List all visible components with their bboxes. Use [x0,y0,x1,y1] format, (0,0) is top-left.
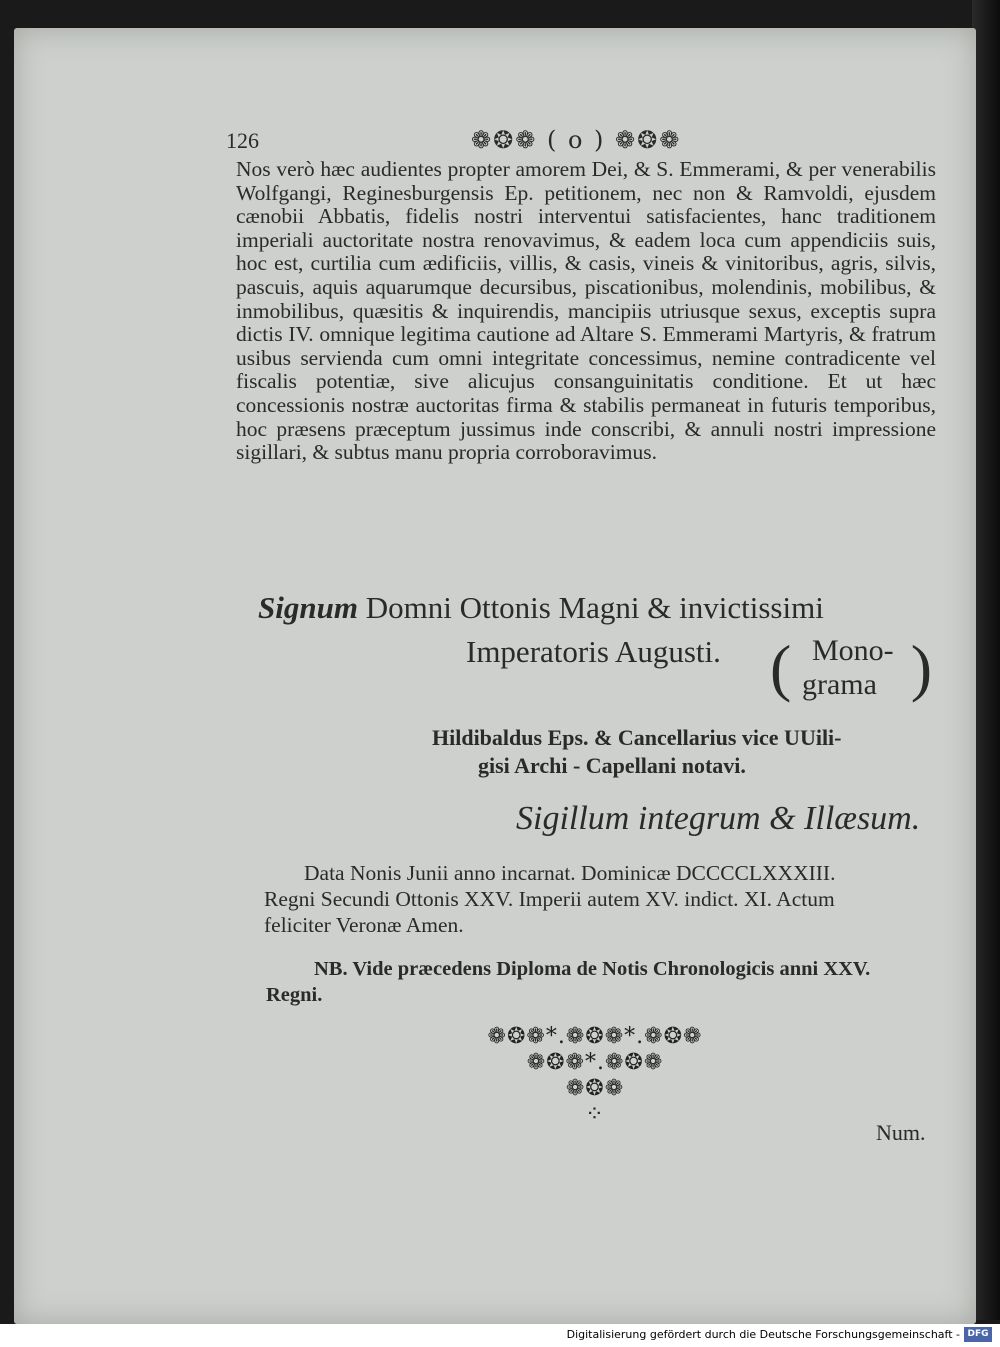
ornament-row-4: ⁘ [585,1102,605,1127]
dfg-logo-icon: DFG [964,1327,992,1342]
chancellor-attestation [432,724,938,780]
signum-word: Signum [258,590,358,625]
ornament-row-2: ❁❂❁*.❁❂❁ [526,1050,664,1075]
dating-line-3: feliciter Veronæ Amen. [264,913,464,937]
signum-line-1 [258,590,938,626]
running-head-ornament: ❁❂❁ ( o ) ❁❂❁ [471,126,682,154]
chancellor-line-1: Hildibaldus Eps. & Cancellarius vice UUili- [432,725,842,750]
page-number: 126 [226,128,259,153]
monogram-block [770,632,932,704]
sigillum-line: Sigillum integrum & Illæsum. [516,800,921,837]
signum-line-2: Imperatoris Augusti. [466,634,721,669]
catchword: Num. [876,1120,926,1145]
dating-clause [264,860,934,938]
chancellor-line-2: gisi Archi - Capellani notavi. [478,753,746,778]
nota-bene-line-2: Regni. [266,984,323,1006]
tailpiece-ornament [470,1024,720,1128]
monogram-paren-left: ( [770,632,792,703]
nota-bene [266,956,934,1008]
signum-line-1-rest: Domni Ottonis Magni & invictissimi [357,590,824,625]
nota-bene-line-1: NB. Vide præcedens Diploma de Notis Chronologicis anni XXV. [314,958,871,980]
body-paragraph: Nos verò hæc audientes propter amorem Dei, & S. Emmerami, & per venerabilis Wolfgangi, Reginesburgensis Ep. petitionem, nec non & Ramvoldi, ejusdem cænobii Abbatis, fidelis nostri interventui satisfacientes, hanc traditionem imperiali auctoritate nostra renovavimus, & eadem loca cum appendiciis suis, hoc est, curtilia cum ædificiis, villis, & casis, vineis & vinitoribus, agris, silvis, pascuis, aquis aquarumque decursibus, piscationibus, molendinis, mobilibus, & inmobilibus, quæsitis & inquirendis, mancipiis utriusque sexus, exceptis supra dictis IV. omnique legitima cautione ad Altare S. Emmerami Martyris, & fratrum usibus servienda cum omni integritate concessimus, nemine contradicente vel fiscalis potentiæ, sive alicujus consanguinitatis conditione. Et ut hæc concessionis nostræ auctoritas firma & stabilis permaneat in futuris temporibus, hoc præsens præceptum jussimus inde conscribi, & annuli nostri impressione sigillari, & subtus manu propria corroboravimus. [236,157,936,465]
page-header [226,128,936,158]
monogram-top: Mono- [812,634,894,667]
footer-credit: Digitalisierung gefördert durch die Deutsche Forschungsgemeinschaft - [566,1328,960,1341]
dating-line-2: Regni Secundi Ottonis XXV. Imperii autem XV. indict. XI. Actum [264,887,835,911]
ornament-row-3: ❁❂❁ [565,1076,625,1101]
ornament-row-1: ❁❂❁*.❁❂❁*.❁❂❁ [487,1024,703,1049]
dating-line-1: Data Nonis Junii anno incarnat. Dominicæ DCCCCLXXXIII. [304,861,836,885]
book-spine [972,0,1000,1320]
footer-bar [0,1324,1000,1347]
monogram-bottom: grama [802,668,877,701]
monogram-paren-right: ) [910,632,932,703]
